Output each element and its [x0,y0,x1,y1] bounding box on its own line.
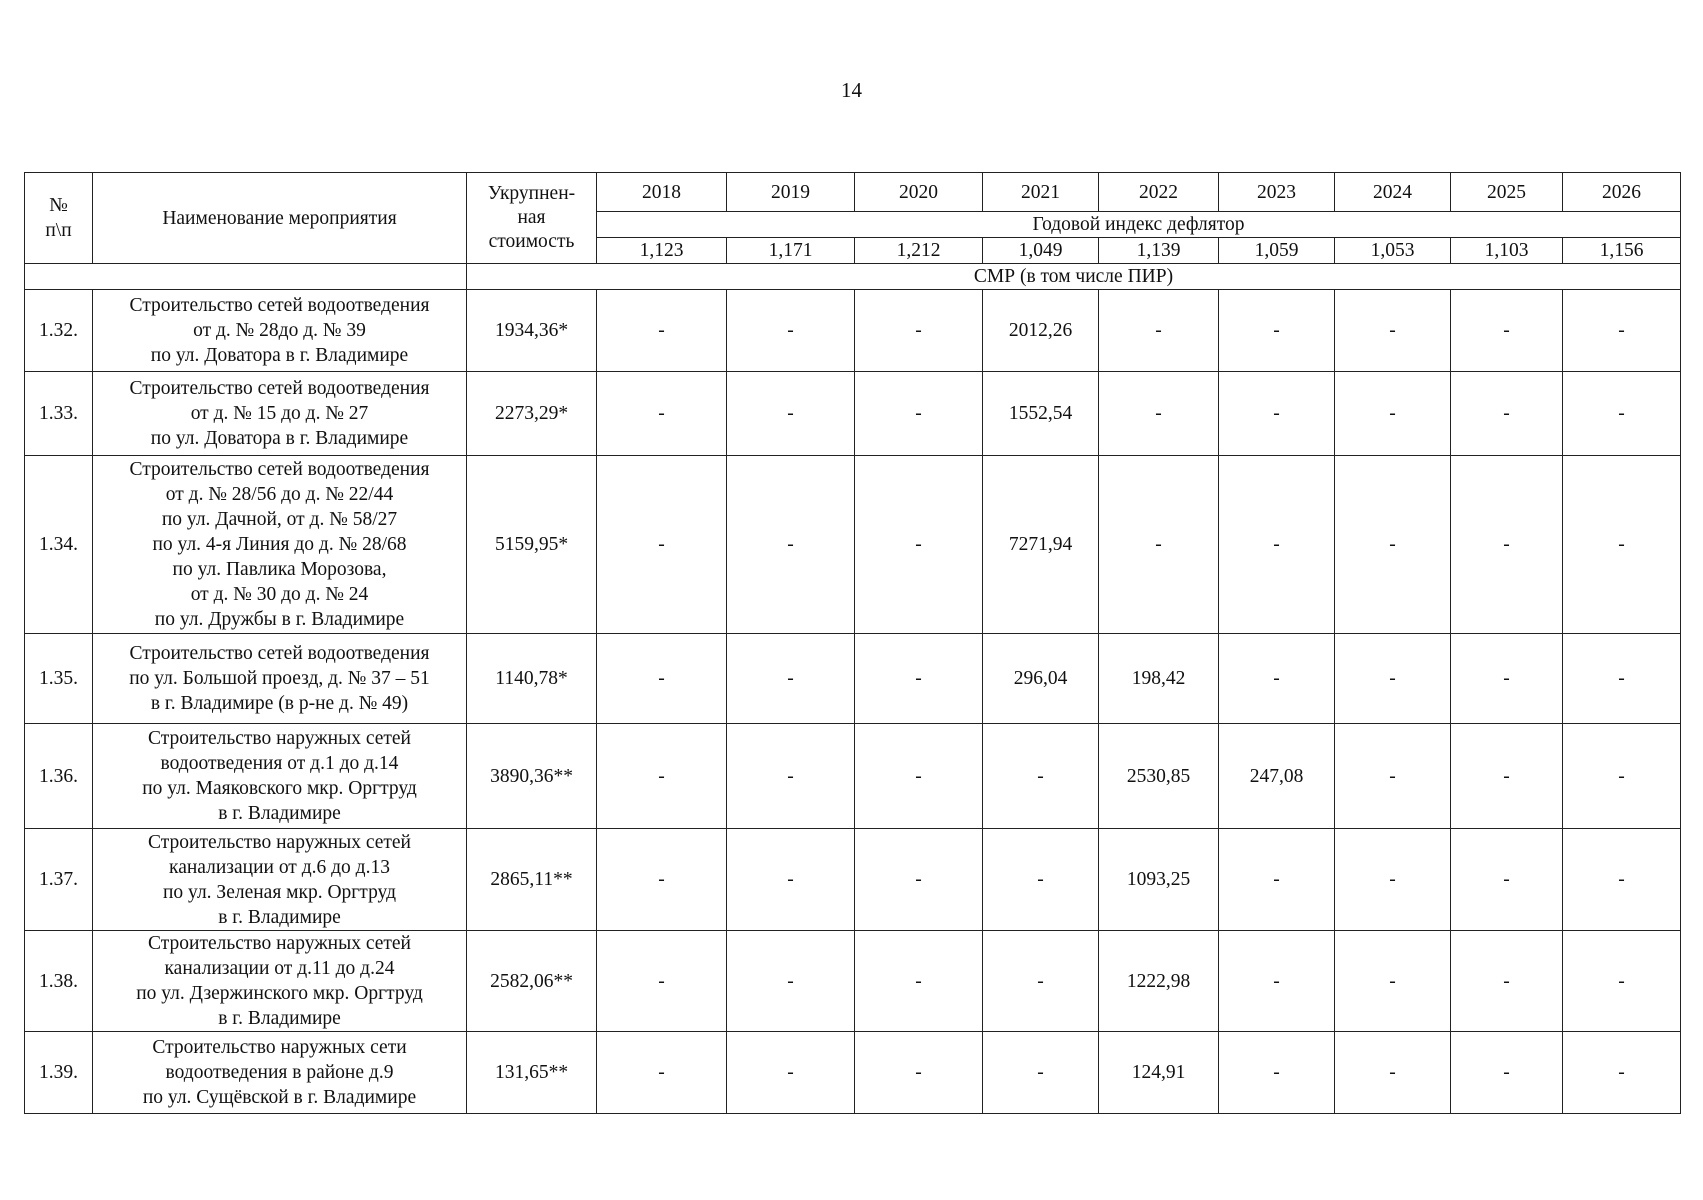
row-year-value: - [1563,829,1681,931]
row-year-value: 7271,94 [983,456,1099,634]
row-year-value: - [727,829,855,931]
row-year-value: - [597,1032,727,1114]
row-year-value: - [855,290,983,372]
row-year-value: - [1219,829,1335,931]
row-year-value: - [855,829,983,931]
row-year-value: 247,08 [1219,724,1335,829]
header-year: 2021 [983,173,1099,212]
row-year-value: - [855,634,983,724]
row-year-value: - [983,931,1099,1032]
row-year-value: - [1219,931,1335,1032]
row-year-value: - [983,829,1099,931]
row-cost: 2582,06** [467,931,597,1032]
row-number: 1.38. [25,931,93,1032]
row-year-value: - [597,456,727,634]
header-deflator-label: Годовой индекс дефлятор [597,212,1681,238]
row-cost: 2865,11** [467,829,597,931]
header-deflator: 1,103 [1451,238,1563,264]
row-year-value: 198,42 [1099,634,1219,724]
data-rows [25,290,1681,1114]
row-year-value: - [1563,290,1681,372]
row-year-value: 124,91 [1099,1032,1219,1114]
row-year-value: - [1451,829,1563,931]
row-name: Строительство сетей водоотведения от д. № 28/56 до д. № 22/44 по ул. Дачной, от д. № 58/27 по ул. 4-я Линия до д. № 28/68 по ул. Павлика Морозова, от д. № 30 до д. № 24 по ул. Дружбы в г. Владимире [93,456,467,634]
table-row [25,290,1681,372]
row-year-value: - [855,1032,983,1114]
row-year-value: - [1451,290,1563,372]
row-year-value: - [1099,456,1219,634]
row-year-value: - [1451,456,1563,634]
table-row [25,931,1681,1032]
row-year-value: - [855,931,983,1032]
row-year-value: - [1219,456,1335,634]
row-year-value: - [983,1032,1099,1114]
row-year-value: - [855,372,983,456]
header-name: Наименование мероприятия [93,173,467,264]
row-name: Строительство сетей водоотведения по ул. Большой проезд, д. № 37 – 51 в г. Владимире (в р-не д. № 49) [93,634,467,724]
row-year-value: - [1451,372,1563,456]
row-year-value: - [1335,372,1451,456]
row-year-value: - [597,372,727,456]
row-year-value: 1222,98 [1099,931,1219,1032]
row-year-value: - [1099,372,1219,456]
row-year-value: - [855,456,983,634]
row-name: Строительство сетей водоотведения от д. № 15 до д. № 27 по ул. Доватора в г. Владимире [93,372,467,456]
table-row [25,1032,1681,1114]
row-year-value: 1093,25 [1099,829,1219,931]
row-year-value: - [1335,829,1451,931]
header-year: 2025 [1451,173,1563,212]
row-year-value: - [1335,931,1451,1032]
row-year-value: - [727,931,855,1032]
row-year-value: - [727,372,855,456]
row-year-value: - [1451,1032,1563,1114]
row-year-value: - [1219,1032,1335,1114]
table-row [25,634,1681,724]
row-year-value: - [1219,634,1335,724]
investment-table [24,172,1681,1114]
row-name: Строительство сетей водоотведения от д. № 28до д. № 39 по ул. Доватора в г. Владимире [93,290,467,372]
row-number: 1.35. [25,634,93,724]
row-cost: 131,65** [467,1032,597,1114]
row-year-value: - [1563,634,1681,724]
header-deflator: 1,171 [727,238,855,264]
row-year-value: - [727,724,855,829]
header-deflator: 1,212 [855,238,983,264]
header-deflator: 1,156 [1563,238,1681,264]
section-band-row [25,264,1681,290]
row-number: 1.32. [25,290,93,372]
row-year-value: - [727,290,855,372]
table-row [25,829,1681,931]
row-year-value: 2530,85 [1099,724,1219,829]
header-num: № п\п [25,173,93,264]
row-year-value: - [1563,931,1681,1032]
header-years-row [25,173,1681,212]
row-cost: 3890,36** [467,724,597,829]
header-year: 2023 [1219,173,1335,212]
row-year-value: - [727,456,855,634]
row-cost: 1934,36* [467,290,597,372]
row-year-value: 2012,26 [983,290,1099,372]
row-year-value: - [1219,290,1335,372]
row-year-value: 1552,54 [983,372,1099,456]
table-row [25,456,1681,634]
row-name: Строительство наружных сетей канализации от д.6 до д.13 по ул. Зеленая мкр. Оргтруд в г. Владимире [93,829,467,931]
row-year-value: - [1335,634,1451,724]
header-deflator: 1,053 [1335,238,1451,264]
row-number: 1.34. [25,456,93,634]
row-year-value: - [597,931,727,1032]
header-year: 2024 [1335,173,1451,212]
row-name: Строительство наружных сетей канализации от д.11 до д.24 по ул. Дзержинского мкр. Оргтруд в г. Владимире [93,931,467,1032]
row-year-value: - [597,724,727,829]
header-deflator: 1,049 [983,238,1099,264]
row-year-value: - [727,634,855,724]
row-name: Строительство наружных сети водоотведения в районе д.9 по ул. Сущёвской в г. Владимире [93,1032,467,1114]
table-row [25,724,1681,829]
row-year-value: - [855,724,983,829]
header-year: 2022 [1099,173,1219,212]
header-deflator: 1,059 [1219,238,1335,264]
row-year-value: - [1563,724,1681,829]
row-name: Строительство наружных сетей водоотведения от д.1 до д.14 по ул. Маяковского мкр. Оргтруд в г. Владимире [93,724,467,829]
row-year-value: - [597,829,727,931]
row-year-value: - [1563,456,1681,634]
header-year: 2020 [855,173,983,212]
row-year-value: - [1451,931,1563,1032]
row-year-value: - [1563,372,1681,456]
row-cost: 1140,78* [467,634,597,724]
row-year-value: - [1563,1032,1681,1114]
row-year-value: - [1335,724,1451,829]
row-number: 1.33. [25,372,93,456]
table-row [25,372,1681,456]
header-deflator: 1,123 [597,238,727,264]
row-year-value: - [1335,456,1451,634]
row-year-value: - [1219,372,1335,456]
row-year-value: - [1451,724,1563,829]
row-year-value: - [727,1032,855,1114]
row-cost: 5159,95* [467,456,597,634]
section-label: СМР (в том числе ПИР) [467,264,1681,290]
header-cost: Укрупнен- ная стоимость [467,173,597,264]
row-number: 1.36. [25,724,93,829]
page-number: 14 [841,78,862,102]
row-year-value: - [983,724,1099,829]
row-year-value: - [1451,634,1563,724]
row-year-value: - [597,634,727,724]
header-year: 2019 [727,173,855,212]
row-year-value: - [1335,290,1451,372]
header-year: 2026 [1563,173,1681,212]
row-cost: 2273,29* [467,372,597,456]
header-deflator: 1,139 [1099,238,1219,264]
row-year-value: 296,04 [983,634,1099,724]
row-year-value: - [597,290,727,372]
row-number: 1.39. [25,1032,93,1114]
header-year: 2018 [597,173,727,212]
row-year-value: - [1335,1032,1451,1114]
row-number: 1.37. [25,829,93,931]
row-year-value: - [1099,290,1219,372]
